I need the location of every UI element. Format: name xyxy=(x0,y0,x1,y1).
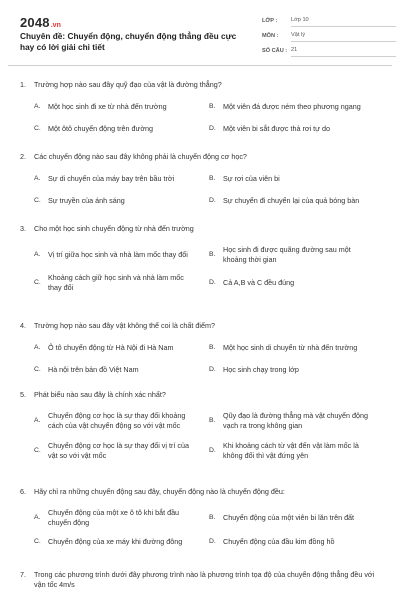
option-letter: D. xyxy=(209,447,216,454)
option-text: Một ôtô chuyển động trên đường xyxy=(48,124,154,133)
question-prompt: Trong các phương trình dưới đây phương trình nào là phương trình tọa độ của chuyển động thẳng đều với vận tốc 4m/s xyxy=(34,570,375,589)
option-a[interactable] xyxy=(34,102,209,112)
option-letter: B. xyxy=(209,251,216,258)
option-text: Chuyển động cơ học là sự thay đổi vị trí của vật so với vật mốc xyxy=(48,441,189,460)
question-text xyxy=(20,321,384,331)
meta-row-count xyxy=(262,42,396,57)
question-prompt: Phát biểu nào sau đây là chính xác nhất? xyxy=(34,390,166,399)
option-row xyxy=(34,341,384,355)
worksheet-header xyxy=(8,0,392,66)
question-number: 5. xyxy=(20,390,26,399)
meta-label: MÔN : xyxy=(262,33,279,39)
option-text: Ô tô chuyển động từ Hà Nội đi Hà Nam xyxy=(48,343,174,352)
option-letter: B. xyxy=(209,417,216,424)
option-text: Sự rơi của viên bi xyxy=(223,174,280,183)
option-text: Học sinh chạy trong lớp xyxy=(223,365,299,374)
option-letter: D. xyxy=(209,125,216,132)
option-text: Qũy đạo là đường thẳng mà vật chuyển động vạch ra trong không gian xyxy=(223,411,368,430)
option-letter: B. xyxy=(209,344,216,351)
option-text: Chuyển động của một xe ô tô khi bắt đầu chuyển động xyxy=(48,508,180,527)
option-letter: A. xyxy=(34,417,41,424)
option-d[interactable] xyxy=(209,124,384,134)
question-1 xyxy=(20,80,384,136)
question-number: 3. xyxy=(20,224,26,233)
option-row xyxy=(34,122,384,136)
option-row xyxy=(34,244,384,266)
question-text xyxy=(20,224,384,234)
options-grid xyxy=(34,244,384,294)
option-row xyxy=(34,440,384,462)
option-c[interactable] xyxy=(34,365,209,375)
option-text: Khi khoảng cách từ vật đến vật làm mốc là không đổi thì vật đứng yên xyxy=(223,441,359,460)
question-prompt: Trường hợp nào sau đây vật không thể coi là chất điểm? xyxy=(34,321,215,330)
option-letter: B. xyxy=(209,175,216,182)
option-letter: C. xyxy=(34,279,41,286)
question-2 xyxy=(20,152,384,208)
logo-number: 2048 xyxy=(20,15,50,30)
question-text xyxy=(20,570,384,590)
option-letter: A. xyxy=(34,251,41,258)
option-text: Chuyển động của đầu kim đồng hồ xyxy=(223,537,335,546)
options-grid xyxy=(34,100,384,136)
question-number: 7. xyxy=(20,570,26,579)
option-letter: A. xyxy=(34,175,41,182)
option-row xyxy=(34,172,384,186)
option-text: Chuyển động của một viên bi lăn trên đất xyxy=(223,513,355,522)
option-d[interactable] xyxy=(209,278,384,288)
option-c[interactable] xyxy=(34,273,209,293)
option-b[interactable] xyxy=(209,343,384,353)
option-letter: B. xyxy=(209,514,216,521)
option-a[interactable] xyxy=(34,174,209,184)
option-d[interactable] xyxy=(209,365,384,375)
option-letter: A. xyxy=(34,103,41,110)
option-row xyxy=(34,535,384,549)
site-logo[interactable] xyxy=(20,15,61,30)
meta-label: LỚP : xyxy=(262,18,278,24)
option-letter: C. xyxy=(34,366,41,373)
question-7 xyxy=(20,570,384,590)
question-text xyxy=(20,390,384,400)
option-text: Một học sinh đi xe từ nhà đến trường xyxy=(48,102,167,111)
option-d[interactable] xyxy=(209,441,384,461)
option-text: Học sinh đi được quãng đường sau một khoảng thời gian xyxy=(223,245,351,264)
question-prompt: Hãy chỉ ra những chuyển động sau đây, chuyển động nào là chuyển động đều: xyxy=(34,487,285,496)
options-grid xyxy=(34,410,384,462)
option-letter: C. xyxy=(34,538,41,545)
option-letter: D. xyxy=(209,538,216,545)
question-number: 1. xyxy=(20,80,26,89)
option-a[interactable] xyxy=(34,250,209,260)
option-text: Chuyển động của xe máy khi đường đông xyxy=(48,537,183,546)
option-b[interactable] xyxy=(209,411,384,431)
option-a[interactable] xyxy=(34,411,209,431)
option-c[interactable] xyxy=(34,124,209,134)
question-text xyxy=(20,80,384,90)
option-c[interactable] xyxy=(34,196,209,206)
question-number: 2. xyxy=(20,152,26,161)
question-number: 6. xyxy=(20,487,26,496)
option-letter: B. xyxy=(209,103,216,110)
option-letter: D. xyxy=(209,197,216,204)
option-a[interactable] xyxy=(34,343,209,353)
options-grid xyxy=(34,507,384,549)
option-b[interactable] xyxy=(209,102,384,112)
question-4 xyxy=(20,321,384,377)
option-letter: A. xyxy=(34,344,41,351)
option-b[interactable] xyxy=(209,513,384,523)
meta-label: SỐ CÂU : xyxy=(262,48,288,54)
option-letter: D. xyxy=(209,279,216,286)
option-text: Chuyển động cơ học là sự thay đổi khoảng cách của vật chuyển động so với vật mốc xyxy=(48,411,186,430)
question-number: 4. xyxy=(20,321,26,330)
options-grid xyxy=(34,172,384,208)
option-row xyxy=(34,410,384,432)
meta-info xyxy=(262,12,396,57)
question-text xyxy=(20,487,384,497)
option-letter: A. xyxy=(34,514,41,521)
option-a[interactable] xyxy=(34,508,209,528)
meta-value: Lớp 10 xyxy=(291,17,396,27)
question-prompt: Cho một học sinh chuyển động từ nhà đến trường xyxy=(34,224,194,233)
option-row xyxy=(34,194,384,208)
option-text: Hà nội trên bản đồ Việt Nam xyxy=(48,365,139,374)
document-title: Chuyên đề: Chuyển động, chuyển động thẳng đều cực hay có lời giải chi tiết xyxy=(20,31,237,52)
option-letter: C. xyxy=(34,125,41,132)
meta-row-class xyxy=(262,12,396,27)
option-row xyxy=(34,507,384,529)
logo-suffix: .vn xyxy=(50,22,61,29)
option-text: Một viên đá được ném theo phương ngang xyxy=(223,102,361,111)
option-text: Một viên bi sắt được thả rơi tự do xyxy=(223,124,330,133)
option-letter: C. xyxy=(34,197,41,204)
option-d[interactable] xyxy=(209,537,384,547)
option-text: Vị trí giữa học sinh và nhà làm mốc thay đổi xyxy=(48,250,188,259)
option-row xyxy=(34,363,384,377)
option-text: Một học sinh di chuyển từ nhà đến trường xyxy=(223,343,358,352)
meta-row-subject xyxy=(262,27,396,42)
option-c[interactable] xyxy=(34,537,209,547)
options-grid xyxy=(34,341,384,377)
meta-value: Vật lý xyxy=(291,32,396,42)
option-row xyxy=(34,272,384,294)
option-text: Cả A,B và C đều đúng xyxy=(223,278,295,287)
option-text: Sự di chuyển của máy bay trên bầu trời xyxy=(48,174,175,183)
question-3 xyxy=(20,224,384,294)
option-letter: C. xyxy=(34,447,41,454)
option-text: Khoảng cách giữ học sinh và nhà làm mốc thay đổi xyxy=(48,273,184,292)
option-d[interactable] xyxy=(209,196,384,206)
question-6 xyxy=(20,487,384,549)
question-prompt: Các chuyển động nào sau đây không phải là chuyển động cơ học? xyxy=(34,152,247,161)
option-row xyxy=(34,100,384,114)
question-text xyxy=(20,152,384,162)
option-text: Sự truyền của ánh sáng xyxy=(48,196,125,205)
option-b[interactable] xyxy=(209,245,384,265)
meta-value: 21 xyxy=(291,47,396,57)
question-5 xyxy=(20,390,384,462)
option-b[interactable] xyxy=(209,174,384,184)
question-prompt: Trường hợp nào sau đây quỹ đạo của vật là đường thẳng? xyxy=(34,80,222,89)
option-text: Sự chuyển đi chuyển lại của quả bóng bàn xyxy=(223,196,360,205)
option-c[interactable] xyxy=(34,441,209,461)
option-letter: D. xyxy=(209,366,216,373)
